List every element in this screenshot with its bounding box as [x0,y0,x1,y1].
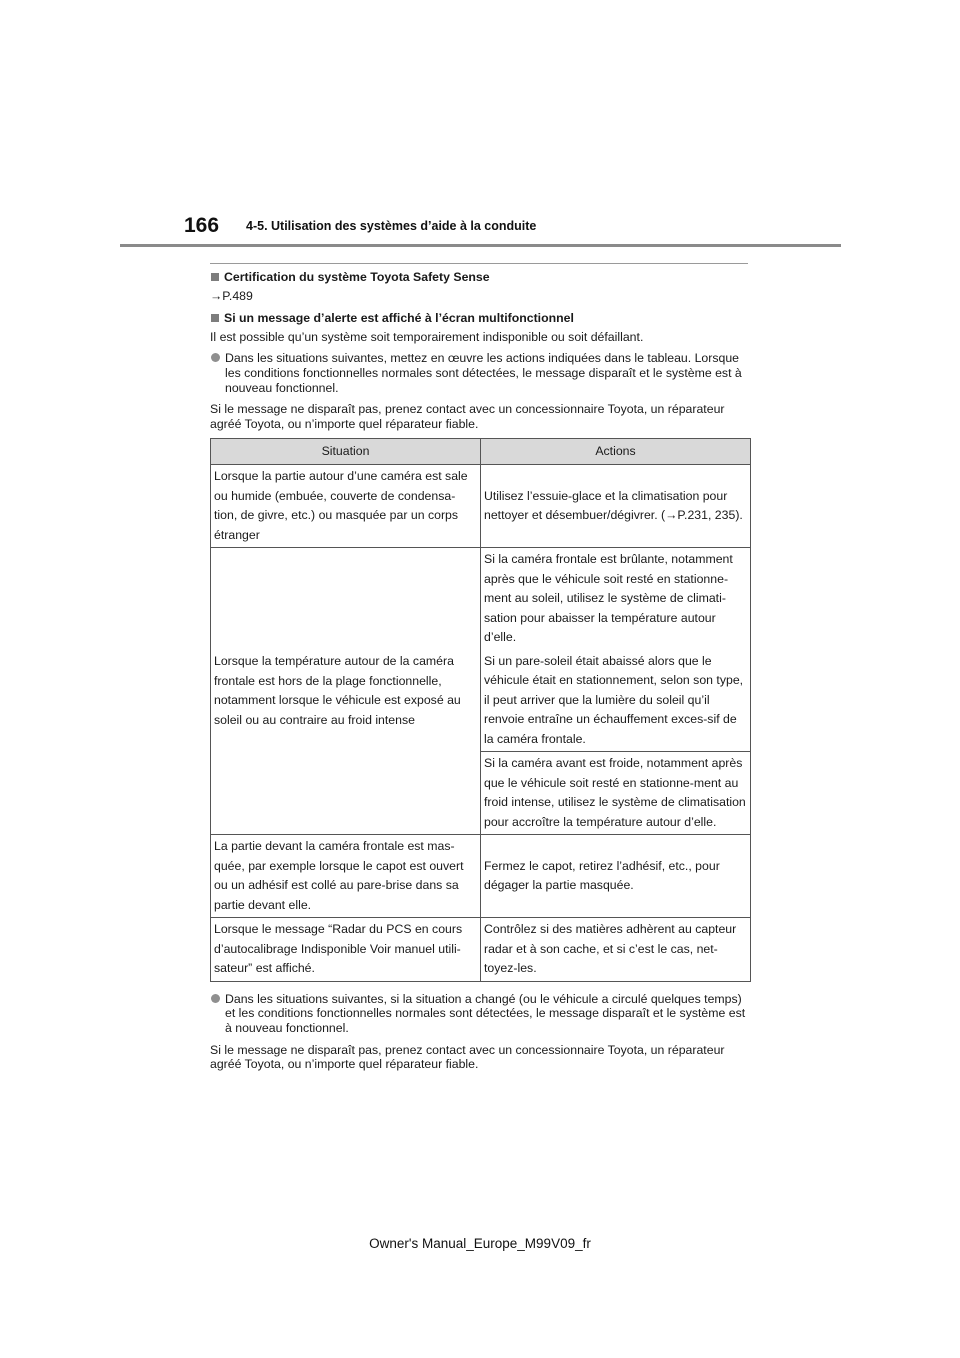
page-reference: →P.489 [210,288,253,303]
table-row [211,465,751,548]
situations-table [210,438,751,982]
bullet-item [210,351,750,395]
heading-alert-message-text: Si un message d’alerte est affiché à l’écran multifonctionnel [224,311,574,326]
heading-certification [210,270,750,285]
action-cell: Si la caméra avant est froide, notamment après que le véhicule soit resté en stationne-ment au froid intense, utilisez le système de climatisation pour accroître la température autour d’elle. [481,752,751,835]
table-header-situation: Situation [211,439,481,465]
table-row [211,835,751,918]
footer-manual-id: Owner's Manual_Europe_M99V09_fr [369,1236,591,1251]
table-row [211,918,751,982]
content-divider [210,263,748,264]
square-bullet-icon [211,273,219,281]
action-cell: Contrôlez si des matières adhèrent au capteur radar et à son cache, et si c’est le cas, net-toyez-les. [481,918,751,982]
square-bullet-icon [211,314,219,322]
heading-alert-message [210,311,750,326]
situation-cell: Lorsque la partie autour d’une caméra est sale ou humide (embuée, couverte de condensa-tion, de givre, etc.) ou masquée par un corps étranger [211,465,481,548]
contact-paragraph: Si le message ne disparaît pas, prenez contact avec un concessionnaire Toyota, un réparateur agréé Toyota, ou n’importe quel réparateur fiable. [210,1042,725,1072]
circle-bullet-icon [211,994,220,1003]
contact-paragraph: Si le message ne disparaît pas, prenez contact avec un concessionnaire Toyota, un réparateur agréé Toyota, ou n’importe quel réparateur fiable. [210,402,725,431]
situation-cell: La partie devant la caméra frontale est mas-quée, par exemple lorsque le capot est ouvert ou un adhésif est collé au pare-brise dans sa partie devant elle. [211,835,481,918]
action-paragraph: Si un pare-soleil était abaissé alors que le véhicule était en stationnement, selon son type, il peut arriver que la lumière du soleil qu’il renvoie entraîne un échauffement exces-sif de la caméra frontale. [484,653,744,746]
table-header-row [211,439,751,465]
circle-bullet-icon [211,353,220,362]
page-content [210,263,750,1079]
bullet-item [210,992,750,1036]
table-row [211,548,751,752]
header-rule [120,244,841,247]
table-header-actions: Actions [481,439,751,465]
bullet-text: Dans les situations suivantes, mettez en œuvre les actions indiquées dans le tableau. Lorsque les conditions fonctionnelles normales sont détectées, le message disparaît et le système est à nouveau fonctionnel. [225,351,742,395]
action-paragraph: Si la caméra frontale est brûlante, notamment après que le véhicule soit resté en stationne-ment au soleil, utilisez le système de climati-sation pour abaisser la température autour d’elle. [484,552,733,645]
page-number: 166 [184,214,220,237]
action-cell: Fermez le capot, retirez l’adhésif, etc., pour dégager la partie masquée. [481,835,751,918]
situation-cell: Lorsque la température autour de la caméra frontale est hors de la plage fonctionnelle, notamment lorsque le véhicule est exposé au soleil ou au contraire au froid intense [211,548,481,835]
action-cell: Utilisez l’essuie-glace et la climatisation pour nettoyer et désembuer/dégivrer. (→P.231, 235). [481,465,751,548]
situation-cell: Lorsque le message “Radar du PCS en cours d’autocalibrage Indisponible Voir manuel utili-sateur” est affiché. [211,918,481,982]
intro-paragraph: Il est possible qu’un système soit temporairement indisponible ou soit défaillant. [210,329,644,344]
action-cell [481,548,751,752]
heading-certification-text: Certification du système Toyota Safety Sense [224,270,490,284]
section-title: 4-5. Utilisation des systèmes d’aide à la conduite [246,219,537,233]
bullet-text: Dans les situations suivantes, si la situation a changé (ou le véhicule a circulé quelques temps) et les conditions fonctionnelles normales sont détectées, le message disparaît et le système est à nouveau fonctionnel. [225,991,746,1036]
